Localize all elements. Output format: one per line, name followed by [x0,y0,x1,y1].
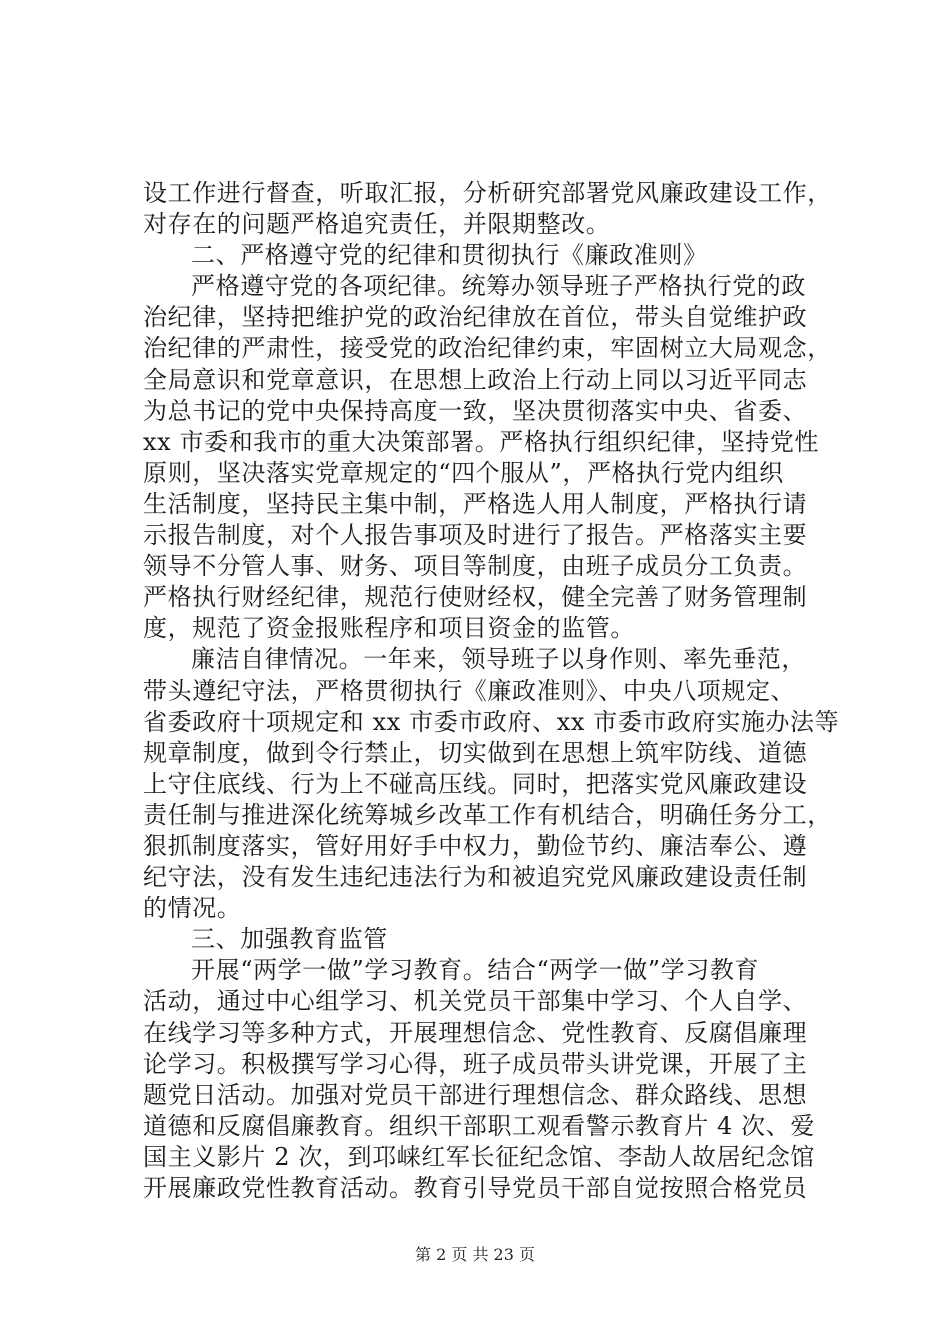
text-line: 题党日活动。加强对党员干部进行理想信念、群众路线、思想 [143,1080,808,1109]
section-heading: 二、严格遵守党的纪律和贯彻执行《廉政准则》 [191,241,708,270]
text-line: 开展“两学一做”学习教育。结合“两学一做”学习教育 [191,956,760,985]
text-line: 的情况。 [143,894,242,923]
text-line: 示报告制度，对个人报告事项及时进行了报告。严格落实主要 [143,521,808,550]
text-line: 省委政府十项规定和 xx 市委市政府、xx 市委市政府实施办法等 [143,707,840,736]
text-line: 生活制度，坚持民主集中制，严格选人用人制度，严格执行请 [143,489,808,518]
body-text [143,178,840,1204]
text-line: 道德和反腐倡廉教育。组织干部职工观看警示教育片 4 次、爱 [143,1111,815,1140]
text-line: 责任制与推进深化统筹城乡改革工作有机结合，明确任务分工， [143,800,832,829]
text-line: 严格遵守党的各项纪律。统筹办领导班子严格执行党的政 [191,272,806,301]
section-heading: 三、加强教育监管 [191,925,388,954]
text-line: 在线学习等多种方式，开展理想信念、党性教育、反腐倡廉理 [143,1018,808,1047]
text-line: 国主义影片 2 次，到邛崃红军长征纪念馆、李劼人故居纪念馆 [143,1142,815,1171]
text-line: 对存在的问题严格追究责任，并限期整改。 [143,210,611,239]
text-line: 规章制度，做到令行禁止，切实做到在思想上筑牢防线、道德 [143,738,808,767]
text-line: 治纪律，坚持把维护党的政治纪律放在首位，带头自觉维护政 [143,303,808,332]
text-line: 设工作进行督查，听取汇报，分析研究部署党风廉政建设工作， [143,179,832,207]
text-line: 原则，坚决落实党章规定的“四个服从”，严格执行党内组织 [143,458,784,487]
text-line: 论学习。积极撰写学习心得，班子成员带头讲党课，开展了主 [143,1049,808,1078]
text-line: 廉洁自律情况。一年来，领导班子以身作则、率先垂范， [191,645,806,674]
text-line: 带头遵纪守法，严格贯彻执行《廉政准则》、中央八项规定、 [143,676,796,705]
text-line: 严格执行财经纪律，规范行使财经权，健全完善了财务管理制 [143,583,808,612]
text-line: 领导不分管人事、财务、项目等制度，由班子成员分工负责。 [143,552,808,581]
text-line: 全局意识和党章意识，在思想上政治上行动上同以习近平同志 [143,365,808,394]
text-line: 度，规范了资金报账程序和项目资金的监管。 [143,614,635,643]
text-line: xx 市委和我市的重大决策部署。严格执行组织纪律，坚持党性 [143,427,820,456]
page-number-footer: 第 2 页 共 23 页 [415,1245,535,1264]
text-line: 为总书记的党中央保持高度一致，坚决贯彻落实中央、省委、 [143,396,808,425]
text-line: 治纪律的严肃性，接受党的政治纪律约束，牢固树立大局观念， [143,334,832,363]
text-line: 纪守法，没有发生违纪违法行为和被追究党风廉政建设责任制 [143,863,808,892]
text-line: 活动，通过中心组学习、机关党员干部集中学习、个人自学、 [143,987,808,1016]
text-line: 狠抓制度落实，管好用好手中权力，勤俭节约、廉洁奉公、遵 [143,831,808,860]
text-line: 开展廉政党性教育活动。教育引导党员干部自觉按照合格党员 [143,1174,808,1202]
text-line: 上守住底线、行为上不碰高压线。同时，把落实党风廉政建设 [143,769,808,798]
